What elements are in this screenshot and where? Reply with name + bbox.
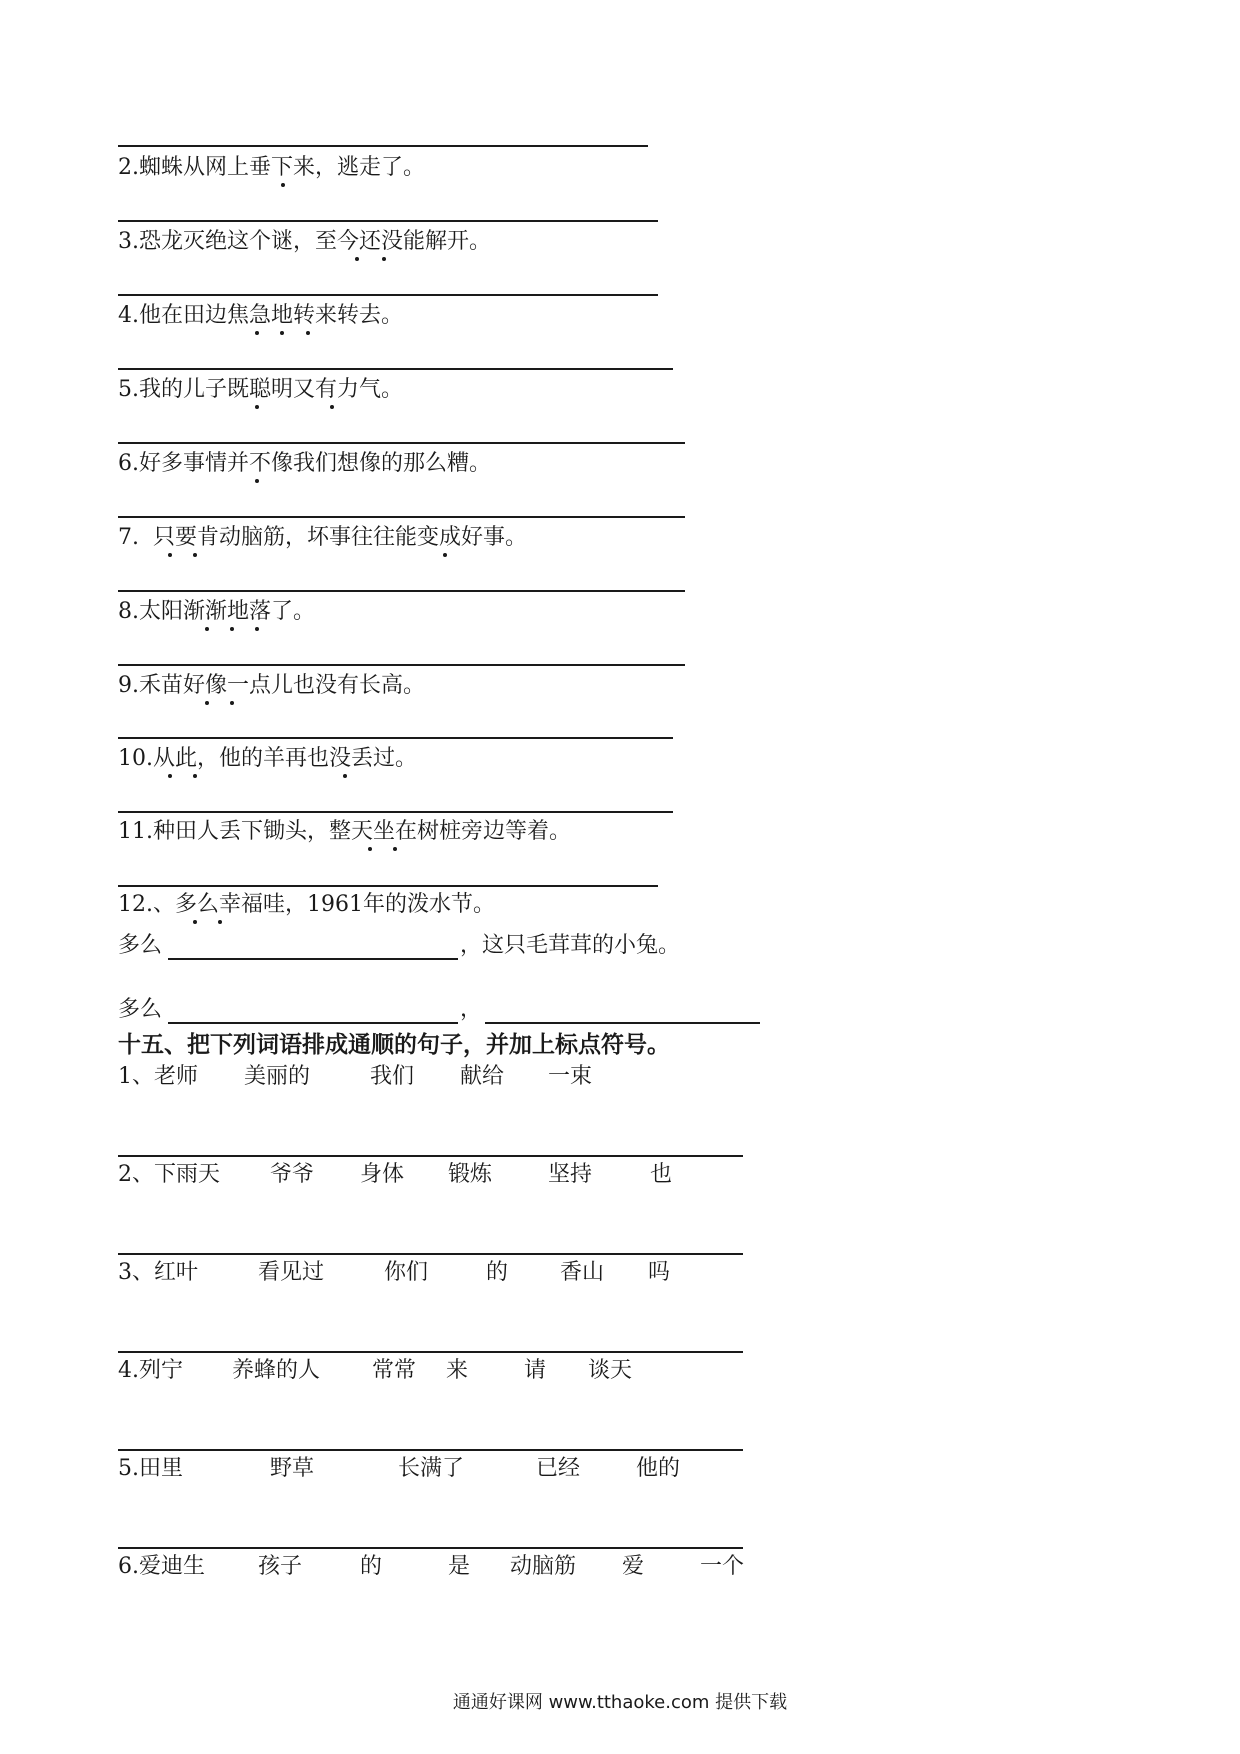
word-1-3: 我们 xyxy=(370,1064,415,1089)
word-6-2: 孩子 xyxy=(258,1554,303,1579)
word-3-5: 香山 xyxy=(560,1260,605,1285)
emphasis-dot xyxy=(193,553,197,557)
word-5-3: 长满了 xyxy=(398,1456,465,1481)
word-6-4: 是 xyxy=(448,1554,471,1579)
word-1-5: 一束 xyxy=(548,1064,593,1089)
sentence-4: 4.他在田边焦急地转来转去。 xyxy=(118,303,403,328)
emphasis-dot xyxy=(230,627,234,631)
word-2-2: 爷爷 xyxy=(270,1162,315,1187)
emphasis-dot xyxy=(205,701,209,705)
section-15-title: 十五、把下列词语排成通顺的句子，并加上标点符号。 xyxy=(118,1032,670,1058)
emphasis-dot xyxy=(205,627,209,631)
emphasis-dot xyxy=(330,405,334,409)
word-6-3: 的 xyxy=(360,1554,383,1579)
word-2-6: 也 xyxy=(650,1162,673,1187)
sentence-7: 7. 只要肯动脑筋，坏事往往能变成好事。 xyxy=(118,525,527,550)
word-3-3: 你们 xyxy=(384,1260,429,1285)
emphasis-dot xyxy=(218,920,222,924)
emphasis-dot xyxy=(368,847,372,851)
word-6-6: 爱 xyxy=(622,1554,645,1579)
answer-line xyxy=(118,1449,743,1451)
word-4-6: 谈天 xyxy=(588,1358,633,1383)
emphasis-dot xyxy=(393,847,397,851)
emphasis-dot xyxy=(255,331,259,335)
answer-line xyxy=(118,811,673,813)
emphasis-dot xyxy=(281,183,285,187)
answer-line xyxy=(118,368,673,370)
duome-line-2-prefix: 多么 xyxy=(118,997,163,1022)
duome-line-2-comma: ， xyxy=(460,997,483,1022)
answer-line xyxy=(118,1155,743,1157)
word-5-2: 野草 xyxy=(270,1456,315,1481)
answer-line xyxy=(118,1253,743,1255)
answer-line xyxy=(118,220,658,222)
duome-line-1-suffix: ，这只毛茸茸的小兔。 xyxy=(460,933,681,958)
fill-blank[interactable] xyxy=(168,958,458,960)
emphasis-dot xyxy=(230,701,234,705)
word-2-1: 2、下雨天 xyxy=(118,1162,220,1187)
word-5-1: 5.田里 xyxy=(118,1456,183,1481)
fill-blank[interactable] xyxy=(485,1022,760,1024)
word-3-4: 的 xyxy=(486,1260,509,1285)
answer-line xyxy=(118,1547,743,1549)
word-3-6: 吗 xyxy=(648,1260,671,1285)
word-5-5: 他的 xyxy=(636,1456,681,1481)
answer-line xyxy=(118,590,685,592)
word-2-5: 坚持 xyxy=(548,1162,593,1187)
sentence-2: 2.蜘蛛从网上垂下来，逃走了。 xyxy=(118,155,425,180)
sentence-12: 12.、多么幸福哇，1961年的泼水节。 xyxy=(118,892,495,917)
emphasis-dot xyxy=(255,405,259,409)
footer-text: 通通好课网 www.tthaoke.com 提供下载 xyxy=(452,1692,788,1713)
sentence-8: 8.太阳渐渐地落了。 xyxy=(118,599,315,624)
duome-line-1-prefix: 多么 xyxy=(118,933,163,958)
emphasis-dot xyxy=(168,774,172,778)
emphasis-dot xyxy=(280,331,284,335)
emphasis-dot xyxy=(255,479,259,483)
answer-line xyxy=(118,145,648,147)
word-6-7: 一个 xyxy=(700,1554,745,1579)
word-3-1: 3、红叶 xyxy=(118,1260,198,1285)
emphasis-dot xyxy=(193,774,197,778)
word-6-1: 6.爱迪生 xyxy=(118,1554,205,1579)
word-2-4: 锻炼 xyxy=(448,1162,493,1187)
sentence-9: 9.禾苗好像一点儿也没有长高。 xyxy=(118,673,425,698)
emphasis-dot xyxy=(443,553,447,557)
word-1-1: 1、老师 xyxy=(118,1064,198,1089)
word-6-5: 动脑筋 xyxy=(510,1554,577,1579)
sentence-10: 10.从此，他的羊再也没丢过。 xyxy=(118,746,417,771)
emphasis-dot xyxy=(306,331,310,335)
sentence-6: 6.好多事情并不像我们想像的那么糟。 xyxy=(118,451,491,476)
emphasis-dot xyxy=(168,553,172,557)
word-4-5: 请 xyxy=(524,1358,547,1383)
emphasis-dot xyxy=(382,257,386,261)
answer-line xyxy=(118,294,658,296)
word-4-2: 养蜂的人 xyxy=(232,1358,321,1383)
sentence-11: 11.种田人丢下锄头，整天坐在树桩旁边等着。 xyxy=(118,819,571,844)
sentence-5: 5.我的儿子既聪明又有力气。 xyxy=(118,377,403,402)
word-2-3: 身体 xyxy=(360,1162,405,1187)
word-3-2: 看见过 xyxy=(258,1260,325,1285)
answer-line xyxy=(118,1351,743,1353)
word-5-4: 已经 xyxy=(536,1456,581,1481)
word-4-4: 来 xyxy=(446,1358,469,1383)
word-4-3: 常常 xyxy=(372,1358,417,1383)
word-1-4: 献给 xyxy=(460,1064,505,1089)
answer-line xyxy=(118,664,685,666)
sentence-3: 3.恐龙灭绝这个谜，至今还没能解开。 xyxy=(118,229,491,254)
emphasis-dot xyxy=(343,774,347,778)
word-1-2: 美丽的 xyxy=(244,1064,311,1089)
emphasis-dot xyxy=(255,627,259,631)
answer-line xyxy=(118,442,685,444)
word-4-1: 4.列宁 xyxy=(118,1358,183,1383)
fill-blank[interactable] xyxy=(168,1022,458,1024)
answer-line xyxy=(118,516,685,518)
emphasis-dot xyxy=(355,257,359,261)
answer-line xyxy=(118,737,673,739)
answer-line xyxy=(118,885,658,887)
emphasis-dot xyxy=(193,920,197,924)
